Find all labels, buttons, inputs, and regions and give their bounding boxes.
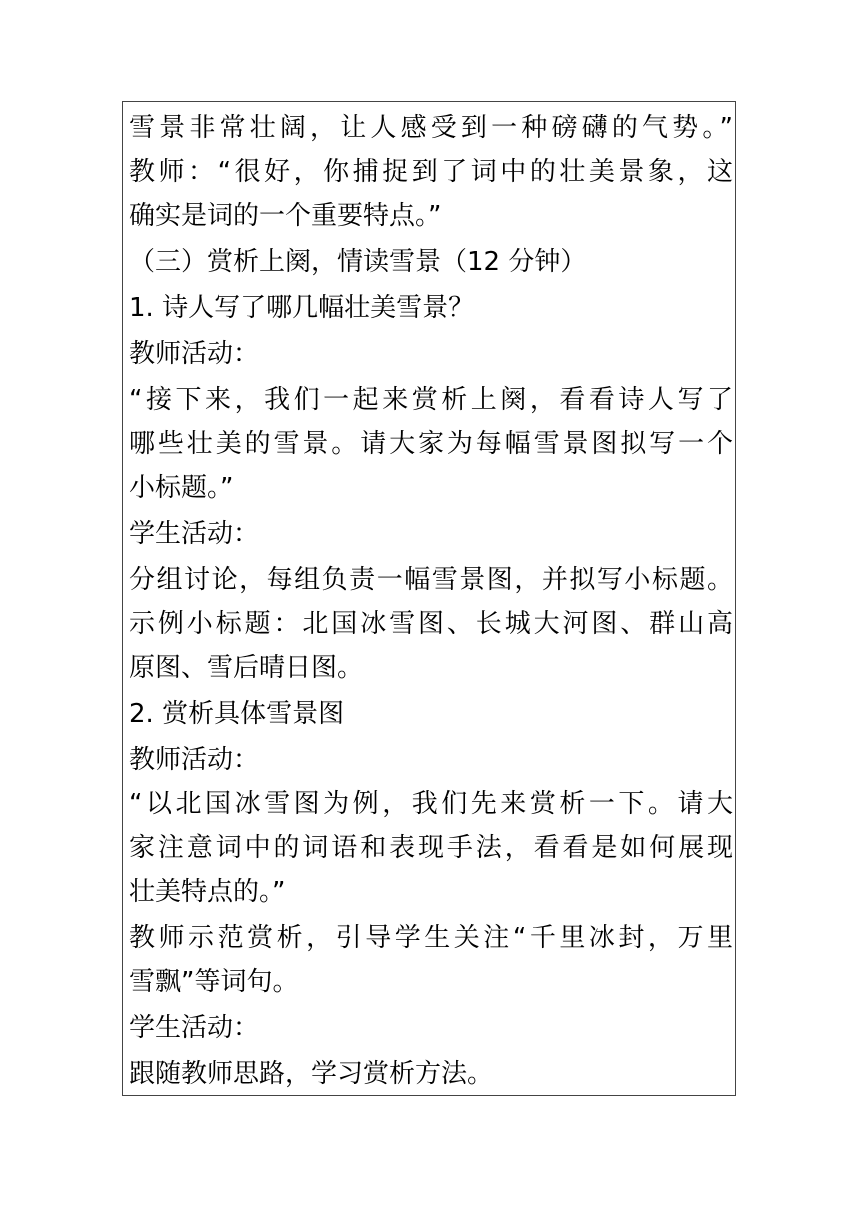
text-line: 小标题。”	[129, 473, 234, 503]
text-line: 跟随教师思路，学习赏析方法。	[129, 1059, 494, 1089]
text-line: 雪景非常壮阔，让人感受到一种磅礴的气势。”	[129, 113, 733, 143]
subsection-heading: 2. 赏析具体雪景图	[129, 699, 345, 729]
text-line: 哪些壮美的雪景。请大家为每幅雪景图拟写一个	[129, 429, 733, 459]
label-teacher-activity: 教师活动：	[129, 339, 260, 369]
text-line: 分组讨论，每组负责一幅雪景图，并拟写小标题。	[129, 565, 733, 595]
text-line: 雪飘”等词句。	[129, 967, 299, 997]
label-student-activity: 学生活动：	[129, 519, 260, 549]
label-teacher-activity: 教师活动：	[129, 745, 260, 775]
text-line: 示例小标题：北国冰雪图、长城大河图、群山高	[129, 609, 733, 639]
text-line: 教师示范赏析，引导学生关注“千里冰封，万里	[129, 923, 733, 953]
section-heading: （三）赏析上阕，情读雪景（12 分钟）	[129, 247, 587, 277]
text-line: 原图、雪后晴日图。	[129, 653, 364, 683]
subsection-heading: 1. 诗人写了哪几幅壮美雪景？	[129, 293, 475, 323]
text-line: 教师：“很好，你捕捉到了词中的壮美景象，这	[129, 157, 733, 187]
text-line: 壮美特点的。”	[129, 877, 286, 907]
label-student-activity: 学生活动：	[129, 1013, 260, 1043]
text-line: “以北国冰雪图为例，我们先来赏析一下。请大	[129, 789, 733, 819]
text-line: 家注意词中的词语和表现手法，看看是如何展现	[129, 833, 733, 863]
text-line: “接下来，我们一起来赏析上阕，看看诗人写了	[129, 385, 733, 415]
text-line: 确实是词的一个重要特点。”	[129, 201, 442, 231]
